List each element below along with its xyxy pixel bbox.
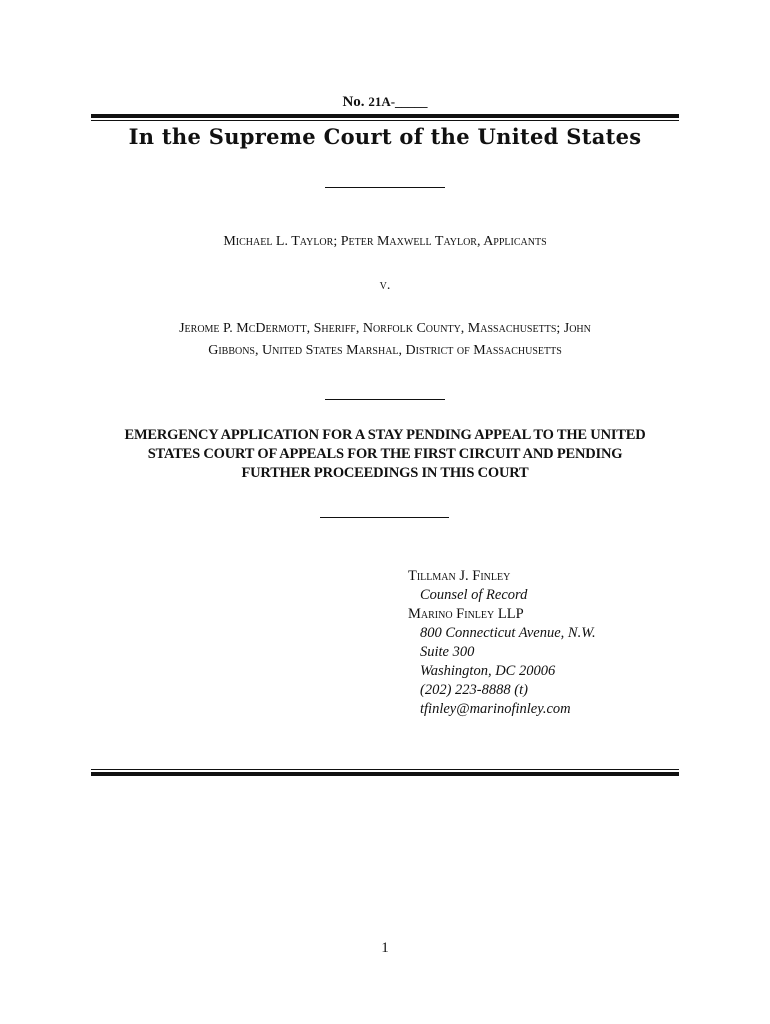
bottom-double-rule xyxy=(91,769,679,776)
docket-number xyxy=(0,94,770,111)
respondents-line-2: Gibbons, United States Marshal, District of Massachusetts xyxy=(208,343,562,358)
respondents xyxy=(0,318,770,362)
separator-line-3 xyxy=(320,517,449,518)
counsel-block xyxy=(408,567,596,719)
counsel-role: Counsel of Record xyxy=(420,587,528,603)
top-double-rule xyxy=(91,114,679,121)
phone-number: (202) 223-8888 (t) xyxy=(420,682,528,698)
counsel-name: Tillman J. Finley xyxy=(408,568,511,584)
respondents-line-1: Jerome P. McDermott, Sheriff, Norfolk County, Massachusetts; John xyxy=(179,321,591,336)
separator-line-2 xyxy=(325,399,445,400)
docket-value: 21A-_____ xyxy=(368,94,428,109)
applicants: Michael L. Taylor; Peter Maxwell Taylor, Applicants xyxy=(223,234,547,249)
address-city: Washington, DC 20006 xyxy=(420,663,556,679)
versus: v. xyxy=(379,278,391,293)
court-title: In the Supreme Court of the United States xyxy=(128,124,642,149)
address-line-1: 800 Connecticut Avenue, N.W. xyxy=(420,625,596,641)
law-firm: Marino Finley LLP xyxy=(408,606,524,622)
application-title-line-3: FURTHER PROCEEDINGS IN THIS COURT xyxy=(241,465,529,481)
application-title xyxy=(92,426,678,483)
page-number: 1 xyxy=(381,940,389,956)
email-address: tfinley@marinofinley.com xyxy=(420,701,571,717)
docket-prefix: No. xyxy=(342,94,365,110)
separator-line-1 xyxy=(325,187,445,188)
application-title-line-2: STATES COURT OF APPEALS FOR THE FIRST CIRCUIT AND PENDING xyxy=(147,446,623,462)
address-line-2: Suite 300 xyxy=(420,644,475,660)
application-title-line-1: EMERGENCY APPLICATION FOR A STAY PENDING APPEAL TO THE UNITED xyxy=(124,427,646,443)
